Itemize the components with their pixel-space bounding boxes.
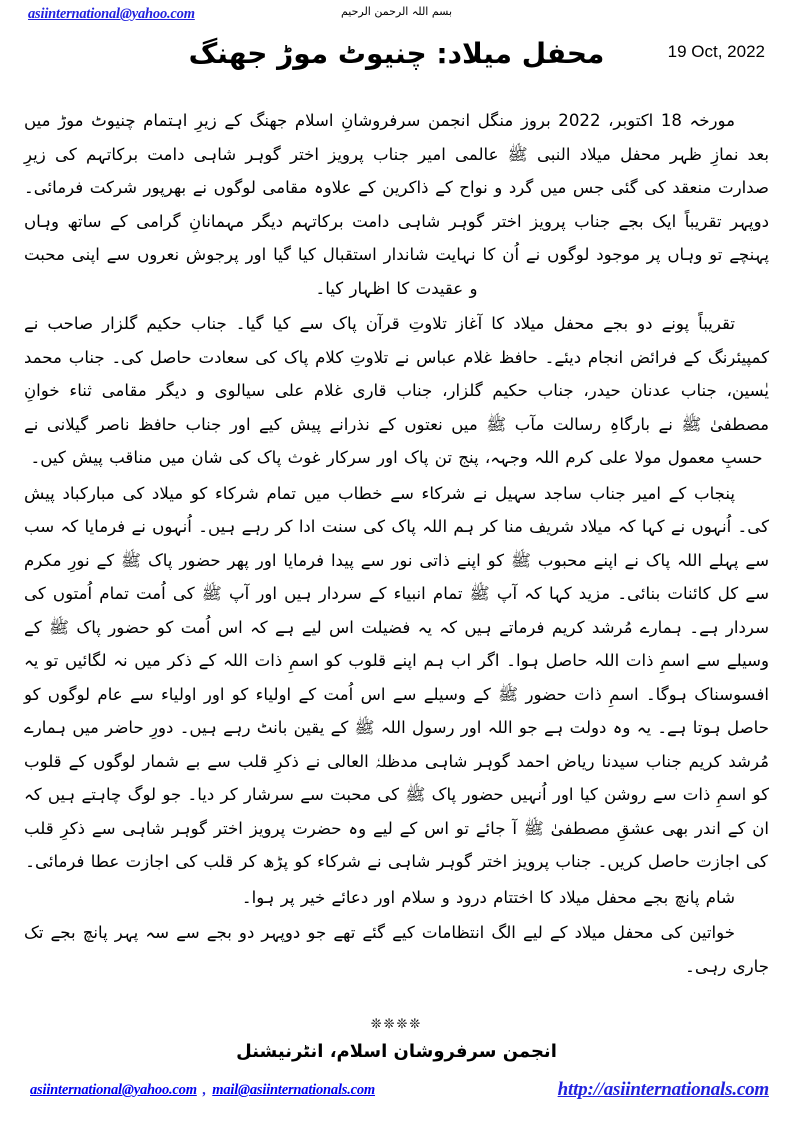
- body-paragraph: پنجاب کے امیر جناب ساجد سہیل نے شرکاء سے خطاب میں تمام شرکاء کو میلاد کی مبارکباد پیش کی۔ اُنہوں نے کہا کہ میلاد شریف منا کر ہم اللہ پاک کی سنت ادا کر رہے ہیں۔ اُنہوں نے فرمایا کہ سب سے پہلے اللہ پاک نے اپنے محبوب ﷺ کو اپنے ذاتی نور سے پیدا فرمایا اور پھر حضور پاک ﷺ کے نورِ مکرم سے کل کائنات بنائی۔ مزید کہا کہ آپ ﷺ تمام انبیاء کے سردار ہیں اور آپ ﷺ کی اُمت تمام اُمتوں کی سردار ہے۔ ہمارے مُرشد کریم فرماتے ہیں کہ یہ فضیلت اس لیے ہے کہ اس اُمت کو حضور پاک ﷺ کے وسیلے سے اسمِ ذات اللہ حاصل ہوا۔ اگر اب ہم اپنے قلوب کو اسمِ ذات اللہ کے ذکر میں نہ لگائیں تو یہ افسوسناک ہوگا۔ اسمِ ذات حضور ﷺ کے وسیلے سے اس اُمت کے اولیاء کو اور اولیاء سے عام لوگوں کو حاصل ہوتا ہے۔ یہ وہ دولت ہے جو اللہ اور رسول اللہ ﷺ کے یقین بانٹ رہے ہیں۔ دورِ حاضر میں ہمارے مُرشد کریم جناب سیدنا ریاض احمد گوہر شاہی مدظلہٗ العالی نے ذکرِ قلب سے بے شمار لوگوں کے قلوب کو اسمِ ذات سے روشن کیا اور اُنہیں حضور پاک ﷺ کی محبت سے سرشار کر دیا۔ جو لوگ چاہتے ہیں کہ ان کے اندر بھی عشقِ مصطفیٰ ﷺ آ جائے تو اس کے لیے وہ حضرت پرویز اختر گوہر شاہی سے ذکرِ قلب کی اجازت حاصل کریں۔ جناب پرویز اختر گوہر شاہی نے شرکاء کو پڑھ کر قلب کی اجازت عطا فرمائی۔: [24, 483, 769, 872]
- organization-name: انجمن سرفروشان اسلام، انٹرنیشنل: [236, 1041, 557, 1062]
- footer-email-group: [30, 1082, 375, 1099]
- footer-email-primary-link[interactable]: asiinternational@yahoo.com: [30, 1082, 197, 1098]
- footer-email-separator: ,: [202, 1082, 207, 1098]
- body-paragraph: تقریباً پونے دو بجے محفل میلاد کا آغاز تلاوتِ قرآن پاک سے کیا گیا۔ جناب حکیم گلزار صاحب نے کمپیئرنگ کے فرائض انجام دیئے۔ حافظ غلام عباس نے تلاوتِ کلام پاک کی سعادت حاصل کی۔ جناب محمد یٰسین، جناب عدنان حیدر، جناب حکیم گلزار، جناب قاری غلام علی سیالوی و دیگر مقامی ثناء خوانِ مصطفیٰ ﷺ نے بارگاہِ رسالت مآب ﷺ میں نعتوں کے نذرانے پیش کیے اور جناب حافظ ناصر گیلانی نے حسبِ معمول مولا علی کرم اللہ وجہہ، پنج تن پاک اور سرکار غوث پاک کی شان میں مناقب پیش کیں۔: [24, 314, 769, 468]
- footer-links: [0, 1079, 793, 1106]
- page-title: محفل میلاد: چنیوٹ موڑ جھنگ: [188, 37, 605, 70]
- document-header: [0, 0, 793, 104]
- document-date: 19 Oct, 2022: [667, 42, 765, 61]
- header-contact-email-link[interactable]: asiinternational@yahoo.com: [28, 6, 195, 22]
- ornament-divider-icon: ❊❊❊❊: [370, 1017, 423, 1032]
- bismillah-text: بسم اللہ الرحمن الرحیم: [340, 5, 453, 18]
- footer-website-link[interactable]: http://asiinternationals.com: [557, 1079, 769, 1100]
- body-paragraph: شام پانچ بجے محفل میلاد کا اختتام درود و سلام اور دعائے خیر پر ہوا۔: [241, 887, 735, 907]
- body-paragraph: مورخہ 18 اکتوبر، 2022 بروز منگل انجمن سرفروشانِ اسلام جھنگ کے زیرِ اہتمام چنیوٹ موڑ میں بعد نمازِ ظہر محفل میلاد النبی ﷺ عالمی امیر جناب پرویز اختر گوہر شاہی دامت برکاتہم کی زیرِ صدارت منعقد کی گئی جس میں گرد و نواح کے ذاکرین کے علاوہ مقامی لوگوں نے بھرپور شرکت فرمائی۔ دوپہر تقریباً ایک بجے جناب پرویز اختر گوہر شاہی دامت برکاتہم دیگر مہمانانِ گرامی کے ساتھ وہاں پہنچے تو وہاں پر موجود لوگوں نے اُن کا نہایت شاندار استقبال کیا گیا اور پرجوش نعروں سے اپنی محبت و عقیدت کا اظہار کیا۔: [24, 111, 769, 298]
- document-body: [0, 104, 793, 983]
- footer-email-secondary-link[interactable]: mail@asiinternationals.com: [212, 1082, 376, 1098]
- document-footer: [0, 1018, 793, 1106]
- body-paragraph: خواتین کی محفل میلاد کے لیے الگ انتظامات کیے گئے تھے جو دوپہر دو بجے سے سہ پہر پانچ بجے تک جاری رہی۔: [24, 923, 769, 976]
